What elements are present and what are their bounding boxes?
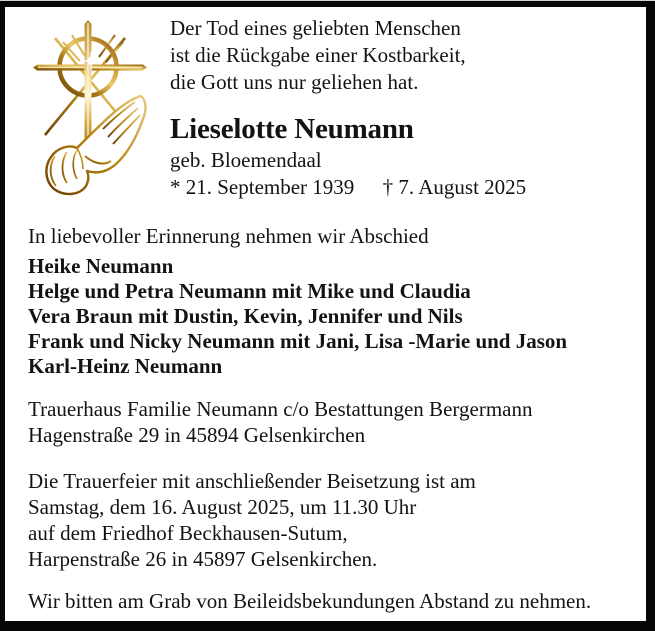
quote-line-1: Der Tod eines geliebten Menschen xyxy=(170,16,461,40)
ceremony-line: Die Trauerfeier mit anschließender Beisetzung ist am xyxy=(28,469,476,493)
mourning-house-address xyxy=(28,396,640,448)
mourner-line: Helge und Petra Neumann mit Mike und Claudia xyxy=(28,279,471,303)
mourner-line: Frank und Nicky Neumann mit Jani, Lisa -Marie und Jason xyxy=(28,329,568,353)
address-line: Trauerhaus Familie Neumann c/o Bestattungen Bergermann xyxy=(28,397,533,421)
quote-line-2: ist die Rückgabe einer Kostbarkeit, xyxy=(170,43,466,67)
birth-date: * 21. September 1939 xyxy=(170,175,355,199)
closing-request: Wir bitten am Grab von Beileidsbekundungen Abstand zu nehmen. xyxy=(28,589,592,613)
intro-line: In liebevoller Erinnerung nehmen wir Abschied xyxy=(28,224,429,248)
obituary-notice xyxy=(5,7,646,621)
ceremony-details xyxy=(28,468,640,572)
address-line: Hagenstraße 29 in 45894 Gelsenkirchen xyxy=(28,423,366,447)
ceremony-line: Samstag, dem 16. August 2025, um 11.30 Uhr xyxy=(28,495,417,519)
deceased-name: Lieselotte Neumann xyxy=(170,113,414,145)
death-date: † 7. August 2025 xyxy=(382,175,527,199)
notice-header xyxy=(170,15,638,201)
mourners-list xyxy=(28,254,640,379)
obituary-notice-frame xyxy=(0,1,655,631)
life-dates xyxy=(170,174,638,201)
praying-hands-cross-icon xyxy=(25,16,165,206)
quote-line-3: die Gott uns nur geliehen hat. xyxy=(170,70,419,94)
ceremony-line: Harpenstraße 26 in 45897 Gelsenkirchen. xyxy=(28,547,378,571)
mourner-line: Karl-Heinz Neumann xyxy=(28,354,223,378)
mourner-line: Heike Neumann xyxy=(28,254,174,278)
maiden-name: geb. Bloemendaal xyxy=(170,148,322,172)
mourner-line: Vera Braun mit Dustin, Kevin, Jennifer und Nils xyxy=(28,304,463,328)
ceremony-line: auf dem Friedhof Beckhausen-Sutum, xyxy=(28,521,348,545)
